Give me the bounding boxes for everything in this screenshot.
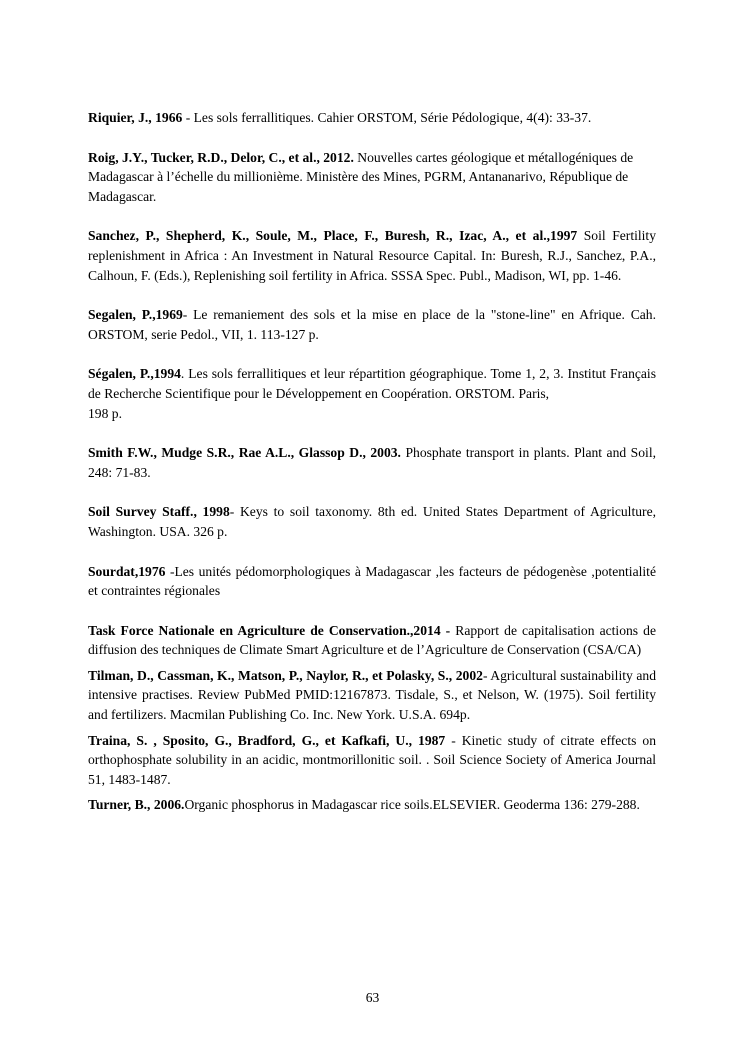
reference-text-extra: 198 p. bbox=[88, 405, 122, 421]
reference-text: . Les sols ferrallitiques et leur répartition géographique. Tome 1, 2, 3. Institut Français de Recherche Scientifique pour le Développement en Coopération. ORSTOM. Paris, bbox=[88, 366, 657, 401]
reference-text: Rapport de capitalisation actions de diffusion des techniques de Climate Smart Agriculture et de l’Agriculture de Conservation (CSA/CA) bbox=[88, 622, 656, 658]
reference-segalen-1994 bbox=[88, 364, 656, 423]
reference-text: Soil Fertility replenishment in Africa : An Investment in Natural Resource Capital. In: Buresh, R.J., Sanchez, P.A., Calhoun, F. (Eds.), Replenishing soil fertility in Africa. SSSA Spec. Publ., Madison, WI, pp. 1-46. bbox=[88, 228, 656, 283]
reference-authors: Traina, S. , Sposito, G., Bradford, G., et Kafkafi, U., 1987 bbox=[88, 732, 446, 748]
reference-authors: Segalen, P.,1969 bbox=[88, 307, 183, 323]
reference-text: - Les sols ferrallitiques. Cahier ORSTOM, Série Pédologique, 4(4): 33-37. bbox=[182, 110, 592, 125]
reference-tilman-2002 bbox=[88, 666, 656, 725]
reference-text: Nouvelles cartes géologique et métallogéniques de Madagascar à l’échelle du millionième. Ministère des Mines, PGRM, Antananarivo, République de Madagascar. bbox=[88, 149, 634, 204]
reference-authors: Riquier, J., 1966 bbox=[88, 110, 183, 125]
reference-smith-2003 bbox=[88, 443, 656, 482]
reference-authors: Ségalen, P.,1994 bbox=[88, 366, 181, 382]
reference-authors: Sourdat,1976 bbox=[88, 563, 166, 579]
reference-list bbox=[88, 108, 656, 815]
reference-task-force-2014 bbox=[88, 621, 656, 660]
reference-authors: Soil Survey Staff., 1998 bbox=[88, 504, 230, 520]
reference-text: -Les unités pédomorphologiques à Madagascar ,les facteurs de pédogenèse ,potentialité et contraintes régionales bbox=[88, 563, 656, 599]
reference-text: - Le remaniement des sols et la mise en place de la "stone-line" en Afrique. Cah. ORSTOM, serie Pedol., VII, 1. 113-127 p. bbox=[88, 307, 656, 342]
reference-segalen-1969 bbox=[88, 305, 656, 344]
reference-authors: Task Force Nationale en Agriculture de Conservation.,2014 - bbox=[88, 622, 451, 638]
reference-turner-2006 bbox=[88, 795, 656, 815]
reference-traina-1987 bbox=[88, 731, 656, 790]
reference-text: Organic phosphorus in Madagascar rice soils.ELSEVIER. Geoderma 136: 279-288. bbox=[184, 797, 640, 813]
reference-sanchez-1997 bbox=[88, 226, 656, 285]
reference-authors: Turner, B., 2006. bbox=[88, 797, 185, 813]
reference-roig-2012 bbox=[88, 148, 656, 207]
page-number: 63 bbox=[365, 990, 380, 1005]
reference-text: - Kinetic study of citrate effects on orthophosphate solubility in an acidic, montmorillonitic soil. . Soil Science Society of America Journal 51, 1483-1487. bbox=[88, 732, 656, 787]
reference-sourdat-1976 bbox=[88, 562, 656, 601]
reference-text: Phosphate transport in plants. Plant and Soil, 248: 71-83. bbox=[88, 445, 656, 480]
reference-text: - Agricultural sustainability and intensive practises. Review PubMed PMID:12167873. Tisdale, S., et Nelson, W. (1975). Soil fertility and fertilizers. Macmilan Publishing Co. Inc. New York. U.S.A. 694p. bbox=[88, 667, 656, 723]
reference-authors: Roig, J.Y., Tucker, R.D., Delor, C., et al., 2012. bbox=[88, 149, 354, 165]
reference-text: - Keys to soil taxonomy. 8th ed. United States Department of Agriculture, Washington. USA. 326 p. bbox=[88, 504, 656, 539]
reference-authors: Tilman, D., Cassman, K., Matson, P., Naylor, R., et Polasky, S., 2002 bbox=[88, 667, 483, 683]
reference-authors: Smith F.W., Mudge S.R., Rae A.L., Glassop D., 2003. bbox=[88, 445, 401, 461]
reference-soil-survey-1998 bbox=[88, 502, 656, 541]
reference-riquier-1966 bbox=[88, 108, 656, 128]
reference-authors: Sanchez, P., Shepherd, K., Soule, M., Place, F., Buresh, R., Izac, A., et al.,1997 bbox=[88, 228, 578, 244]
